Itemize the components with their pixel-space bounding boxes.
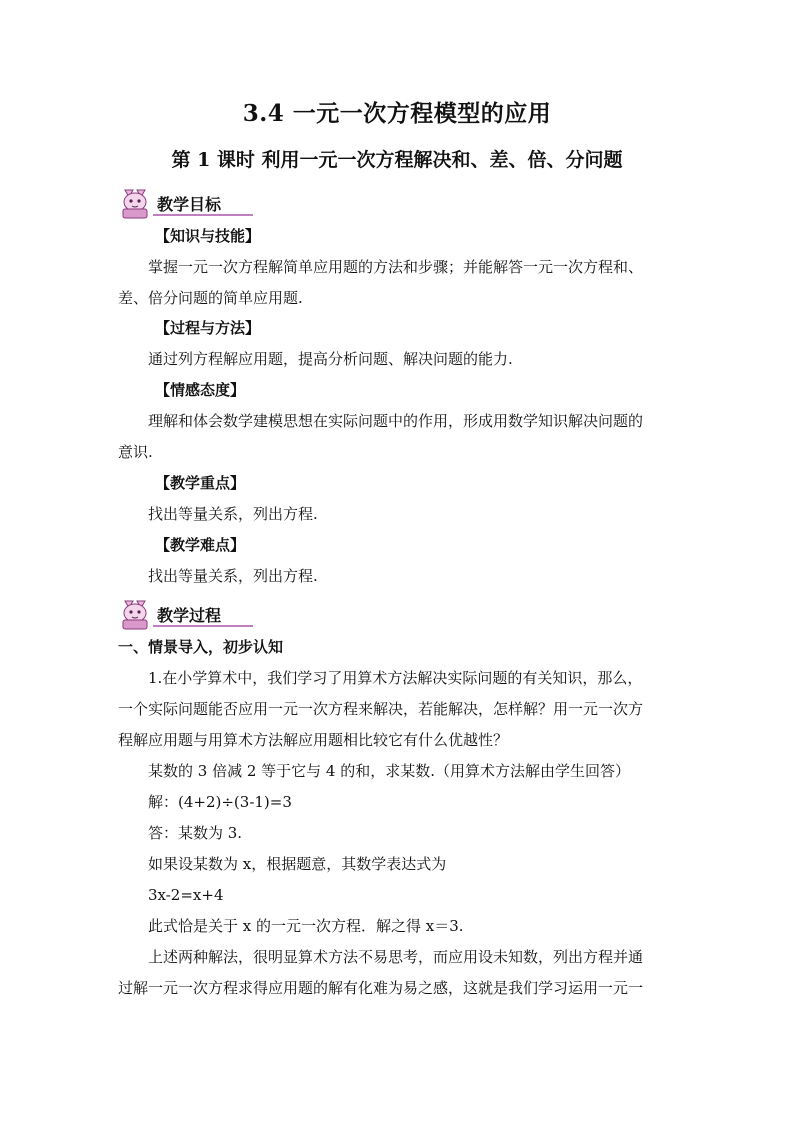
paragraph-line: 上述两种解法，很明显算术方法不易思考，而应用设未知数，列出方程并通 xyxy=(148,948,644,966)
paragraph-line: 理解和体会数学建模思想在实际问题中的作用，形成用数学知识解决问题的 xyxy=(148,412,644,430)
paragraph-line: 找出等量关系，列出方程. xyxy=(148,567,318,585)
paragraph-line: 程解应用题与用算术方法解应用题相比较它有什么优越性？ xyxy=(118,731,509,749)
paragraph-line: 一个实际问题能否应用一元一次方程来解决，若能解决，怎样解？用一元一次方 xyxy=(118,700,644,718)
paragraph-line: 某数的 3 倍减 2 等于它与 4 的和，求某数.（用算术方法解由学生回答） xyxy=(148,762,631,780)
page-title: 3.4 一元一次方程模型的应用 xyxy=(242,100,552,127)
cat-mascot-icon xyxy=(117,184,157,220)
method-heading: 【过程与方法】 xyxy=(155,319,261,337)
attitude-heading: 【情感态度】 xyxy=(155,381,246,399)
badge-label: 教学过程 xyxy=(157,606,222,625)
section-badge-goals xyxy=(117,184,247,220)
paragraph-line: 1.在小学算术中，我们学习了用算术方法解决实际问题的有关知识，那么， xyxy=(148,669,643,687)
cat-mascot-icon xyxy=(117,595,157,631)
section-badge-process xyxy=(117,595,247,631)
paragraph-line: 差、倍分问题的简单应用题. xyxy=(118,289,303,307)
badge-label: 教学目标 xyxy=(157,195,222,214)
paragraph-line: 掌握一元一次方程解简单应用题的方法和步骤；并能解答一元一次方程和、 xyxy=(148,258,644,276)
paragraph-line: 意识. xyxy=(118,443,153,461)
paragraph-line: 过解一元一次方程求得应用题的解有化难为易之感，这就是我们学习运用一元一 xyxy=(118,979,644,997)
equation-line: 3x-2=x+4 xyxy=(148,886,224,904)
paragraph-line: 找出等量关系，列出方程. xyxy=(148,505,318,523)
paragraph-line: 答：某数为 3. xyxy=(148,824,243,842)
key-points-heading: 【教学重点】 xyxy=(155,474,246,492)
section-heading: 一、情景导入，初步认知 xyxy=(118,638,284,656)
lesson-subtitle: 第 1 课时 利用一元一次方程解决和、差、倍、分问题 xyxy=(171,149,623,171)
paragraph-line: 此式恰是关于 x 的一元一次方程．解之得 x＝3. xyxy=(148,917,464,935)
difficult-points-heading: 【教学难点】 xyxy=(155,536,246,554)
knowledge-heading: 【知识与技能】 xyxy=(155,227,261,245)
paragraph-line: 如果设某数为 x，根据题意，其数学表达式为 xyxy=(148,855,447,873)
paragraph-line: 通过列方程解应用题，提高分析问题、解决问题的能力. xyxy=(148,350,513,368)
paragraph-line: 解：(4+2)÷(3-1)=3 xyxy=(148,793,292,811)
